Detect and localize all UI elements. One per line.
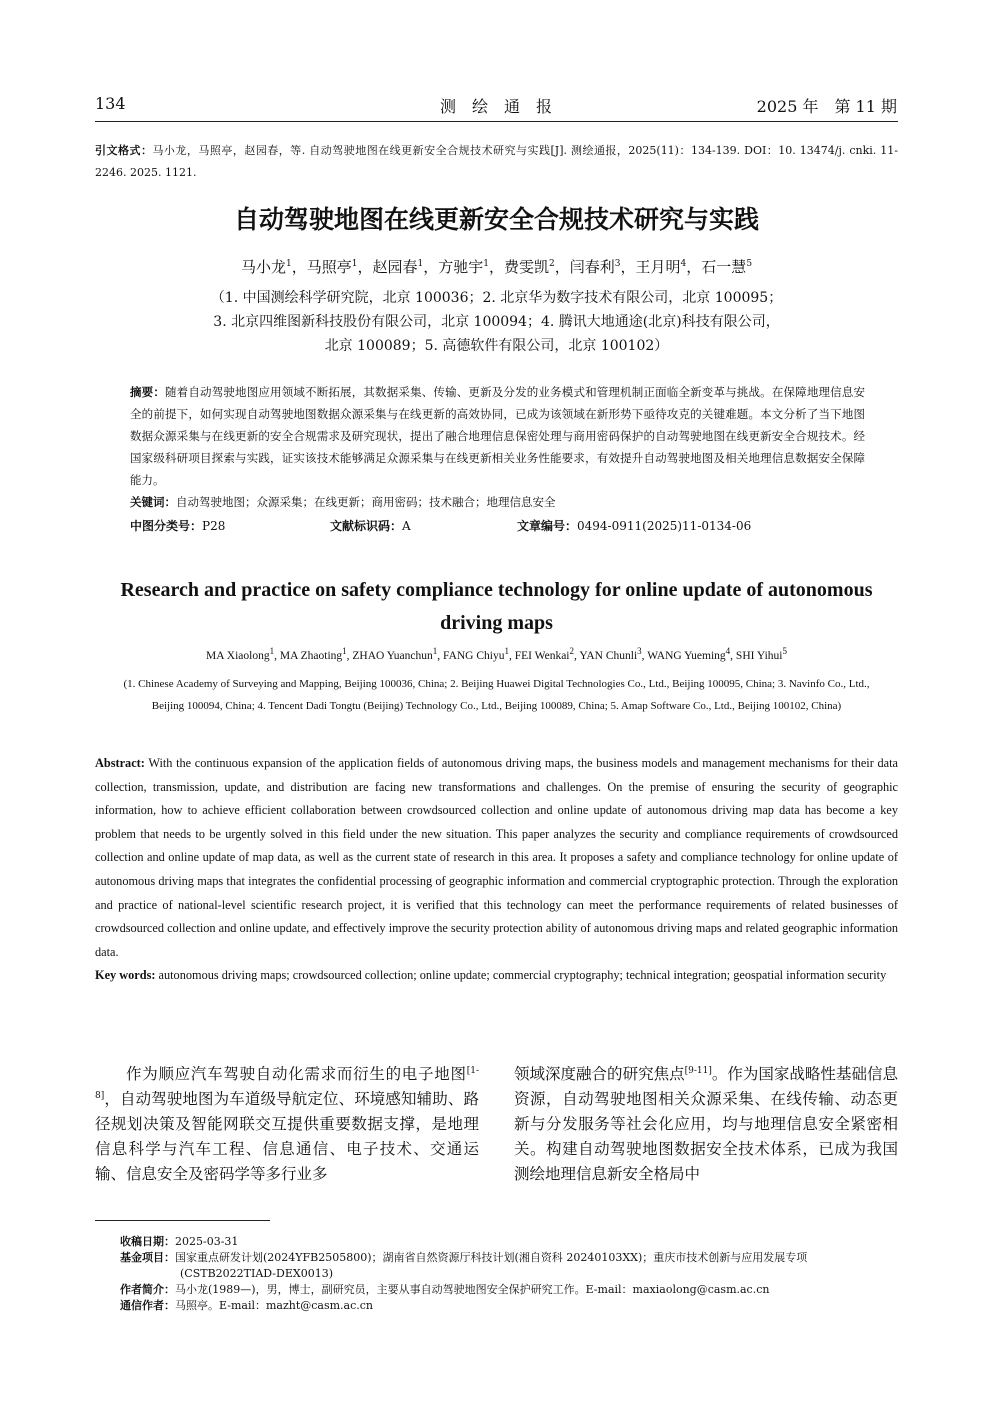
footnote-rule bbox=[95, 1220, 270, 1221]
doc-code-value: A bbox=[402, 519, 411, 533]
citation-text: 马小龙，马照亭，赵园春，等. 自动驾驶地图在线更新安全合规技术研究与实践[J]. 测绘通报，2025(11)：134-139. DOI：10. 13474/j. cnki. 11-2246. 2025. 1121. bbox=[95, 144, 898, 179]
author-affiliation-mark: 1 bbox=[417, 259, 424, 269]
author-affiliation-mark: 1 bbox=[342, 646, 347, 657]
body-text: 作为顺应汽车驾驶自动化需求而衍生的电子地图 bbox=[126, 1065, 467, 1083]
keywords-label: 关键词： bbox=[130, 495, 176, 509]
author-affiliation-mark: 1 bbox=[483, 259, 489, 269]
abstract-en-text: With the continuous expansion of the application fields of autonomous driving maps, the business models and management mechanisms for their data collection, transmission, update, and distribution are facing new transformations and challenges. On the premise of ensuring the security of geographic information, how to achieve efficient collaboration between crowdsourced collection and online update of autonomous driving map data has become a key problem that needs to be urgently solved in this field under the new situation. This paper analyzes the security and compliance requirements of crowdsourced collection and online update of map data, as well as the current state of research in this area. It proposes a safety and compliance technology for online update of autonomous driving maps that integrates the confidential processing of geographic information and commercial cryptographic protection. Through the exploration and practice of national-level scientific research project, it is verified that this technology can meet the performance requirements of related businesses of crowdsourced collection and online update, and effectively improve the security protection ability of autonomous driving maps and related geographic information data. bbox=[95, 756, 898, 959]
abstract-label: 摘要： bbox=[130, 385, 166, 399]
author-affiliation-mark: 1 bbox=[285, 259, 292, 269]
paper-title: 自动驾驶地图在线更新安全合规技术研究与实践 bbox=[233, 205, 759, 234]
footnote-label: 收稿日期： bbox=[120, 1235, 175, 1248]
footnote-text: 马照亭。E-mail：mazht@casm.ac.cn bbox=[175, 1299, 374, 1312]
abstract-cn bbox=[130, 381, 865, 537]
affiliations-en: (1. Chinese Academy of Surveying and Mapping, Beijing 100036, China; 2. Beijing Huawei Digital Technologies Co., Ltd., Beijing 100095, China; 3. Navinfo Co., Ltd., Beijing 100094, China; 4. Tencent Dadi Tongtu (Beijing) Technology Co., Ltd., Beijing 100089, China; 5. Amap Software Co., Ltd., Beijing 100102, China) bbox=[123, 678, 870, 712]
page-number: 134 bbox=[95, 94, 126, 113]
keywords-en-text: autonomous driving maps; crowdsourced collection; online update; commercial cryptography; technical integration; geospatial information security bbox=[158, 968, 887, 983]
abstract-en-label: Abstract: bbox=[95, 756, 145, 770]
doc-code-label: 文献标识码： bbox=[330, 519, 403, 533]
article-no-value: 0494-0911(2025)11-0134-06 bbox=[577, 519, 752, 533]
author: FEI Wenkai bbox=[514, 650, 570, 662]
clc-value: P28 bbox=[202, 519, 226, 533]
footnote bbox=[120, 1282, 900, 1298]
affiliation-line: （1. 中国测绘科学研究院，北京 100036；2. 北京华为数字技术有限公司，北京 100095； bbox=[210, 290, 783, 306]
keywords-en-label: Key words: bbox=[95, 968, 156, 983]
body-text: 。作为国家战略性基础信息资源，自动驾驶地图相关众源采集、在线传输、动态更新与分发服务等社会化应用，均与地理信息安全紧密相关。构建自动驾驶地图数据安全技术体系，已成为我国测绘地理信息新安全格局中 bbox=[514, 1065, 898, 1183]
author-affiliation-mark: 1 bbox=[269, 646, 275, 657]
author-affiliation-mark: 3 bbox=[637, 646, 642, 657]
footnotes bbox=[120, 1234, 900, 1314]
author-affiliation-mark: 2 bbox=[569, 646, 574, 657]
author-list-en: MA Xiaolong$^1$, MA Zhaoting$^1$, ZHAO Yuanchun$^1$, FANG Chiyu$^1$, FEI Wenkai$^2$, YAN Chunli$^3$, WANG Yueming$^4$, SHI Yihui$^5$ bbox=[206, 646, 787, 662]
body-column-right bbox=[514, 1062, 898, 1187]
footnote-text: 马小龙(1989—)，男，博士，副研究员，主要从事自动驾驶地图安全保护研究工作。E-mail：maxiaolong@casm.ac.cn bbox=[175, 1283, 770, 1296]
author-affiliation-mark: 4 bbox=[680, 259, 687, 269]
body-text: 领域深度融合的研究焦点 bbox=[514, 1065, 685, 1083]
footnote bbox=[120, 1250, 900, 1282]
footnote-text: 国家重点研发计划(2024YFB2505800)；湖南省自然资源厅科技计划(湘自资科 20240103XX)；重庆市技术创新与应用发展专项(CSTB2022TIAD-DEX0013) bbox=[175, 1251, 808, 1280]
keywords-text: 自动驾驶地图；众源采集；在线更新；商用密码；技术融合；地理信息安全 bbox=[176, 495, 556, 509]
clc-label: 中图分类号： bbox=[130, 519, 203, 533]
article-no-label: 文章编号： bbox=[517, 519, 578, 533]
author-affiliation-mark: 5 bbox=[782, 646, 787, 657]
author-affiliation-mark: 1 bbox=[351, 259, 358, 269]
footnote bbox=[120, 1234, 900, 1250]
author-affiliation-mark: 1 bbox=[432, 646, 438, 657]
abstract-en bbox=[95, 752, 898, 988]
author-affiliation-mark: 1 bbox=[504, 646, 509, 657]
footnote bbox=[120, 1298, 900, 1314]
author: SHI Yihui bbox=[735, 650, 783, 662]
author: 方驰宇 bbox=[438, 258, 484, 276]
footnote-label: 基金项目： bbox=[120, 1251, 175, 1264]
affiliation-line: 北京 100089；5. 高德软件有限公司，北京 100102） bbox=[324, 338, 669, 354]
classification bbox=[130, 515, 865, 537]
issue: 2025 年 第 11 期 bbox=[756, 97, 897, 116]
author-list: 马小龙$^1$，马照亭$^1$，赵园春$^1$，方驰宇$^1$，费雯凯$^2$，闫春利$^3$，王月明$^4$，石一慧$^5$ bbox=[240, 258, 753, 276]
author-affiliation-mark: 2 bbox=[549, 259, 555, 269]
citation-label: 引文格式： bbox=[95, 144, 153, 157]
author: FANG Chiyu bbox=[443, 650, 505, 662]
footnote-label: 作者简介： bbox=[120, 1283, 175, 1296]
affiliation-line: 3. 北京四维图新科技股份有限公司，北京 100094；4. 腾讯大地通途(北京)科技有限公司， bbox=[213, 314, 780, 330]
journal-name: 测 绘 通 报 bbox=[439, 97, 552, 116]
footnote-text: 2025-03-31 bbox=[175, 1235, 239, 1248]
author: 马小龙 bbox=[240, 258, 286, 276]
body-text: ，自动驾驶地图为车道级导航定位、环境感知辅助、路径规划决策及智能网联交互提供重要数据支撑，是地理信息科学与汽车工程、信息通信、电子技术、交通运输、信息安全及密码学等多行业多 bbox=[95, 1090, 479, 1183]
author: 费雯凯 bbox=[504, 258, 550, 276]
author: 闫春利 bbox=[569, 258, 615, 276]
abstract-text: 随着自动驾驶地图应用领域不断拓展，其数据采集、传输、更新及分发的业务模式和管理机制正面临全新变革与挑战。在保障地理信息安全的前提下，如何实现自动驾驶地图数据众源采集与在线更新的高效协同，已成为该领域在新形势下亟待攻克的关键难题。本文分析了当下地图数据众源采集与在线更新的安全合规需求及研究现状，提出了融合地理信息保密处理与商用密码保护的自动驾驶地图在线更新安全合规技术。经国家级科研项目探索与实践，证实该技术能够满足众源采集与在线更新相关业务性能要求，有效提升自动驾驶地图及相关地理信息数据安全保障能力。 bbox=[130, 385, 866, 487]
author-affiliation-mark: 4 bbox=[725, 646, 731, 657]
author: YAN Chunli bbox=[579, 650, 638, 662]
author: WANG Yueming bbox=[647, 650, 726, 662]
citation bbox=[95, 140, 898, 184]
header-rule bbox=[95, 121, 898, 122]
footnote-label: 通信作者： bbox=[120, 1299, 175, 1312]
author: MA Xiaolong bbox=[206, 650, 270, 662]
author-affiliation-mark: 3 bbox=[614, 259, 621, 269]
author: 石一慧 bbox=[701, 258, 747, 276]
affiliations bbox=[140, 286, 853, 358]
author: ZHAO Yuanchun bbox=[352, 650, 433, 662]
author: 马照亭 bbox=[306, 258, 352, 276]
author: 赵园春 bbox=[372, 258, 418, 276]
reference: [9-11] bbox=[684, 1065, 712, 1076]
reference: [1-8] bbox=[95, 1065, 479, 1101]
paper-title-en: Research and practice on safety compliance technology for online update of autonomous driving maps bbox=[120, 579, 873, 634]
body-column-left bbox=[95, 1062, 479, 1187]
author-affiliation-mark: 5 bbox=[746, 259, 753, 269]
author: MA Zhaoting bbox=[279, 650, 343, 662]
author: 王月明 bbox=[635, 258, 681, 276]
